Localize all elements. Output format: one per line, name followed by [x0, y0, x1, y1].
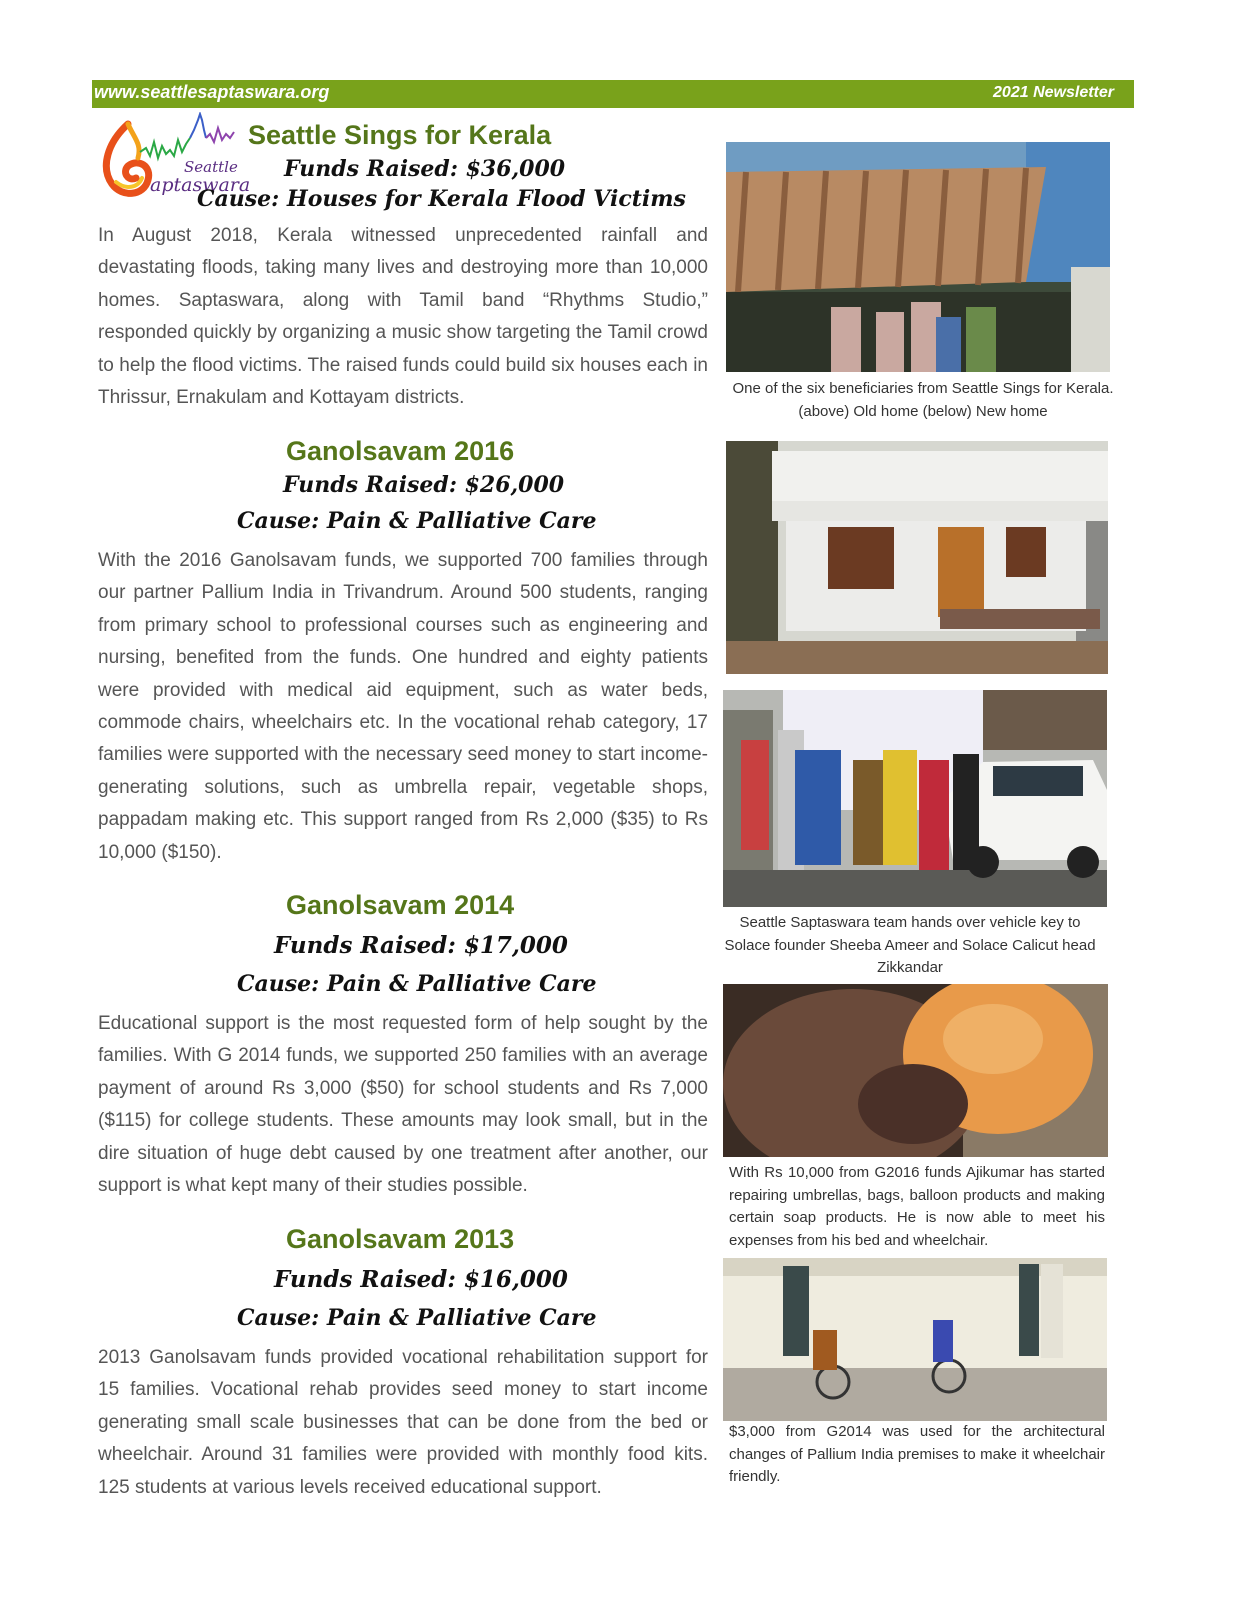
old-home-photo	[726, 142, 1110, 372]
g2013-title: Ganolsavam 2013	[286, 1224, 515, 1254]
g2016-body: With the 2016 Ganolsavam funds, we supported 700 families through our partner Pallium India in Trivandrum. Around 500 students, ranging from primary school to professional courses such as engineering and nursing, benefited from the funds. One hundred and eighty patients were provided with medical aid equipment, such as water beds, commode chairs, wheelchairs etc. In the vocational rehab category, 17 families were supported with the necessary seed money to start income-generating solutions, such as umbrella repair, vegetable shops, pappadam making etc. This support ranged from Rs 2,000 ($35) to Rs 10,000 ($150).	[98, 550, 708, 863]
kerala-title: Seattle Sings for Kerala	[248, 120, 552, 150]
header-bar	[92, 80, 1134, 108]
wheelchair-caption: $3,000 from G2014 was used for the architectural changes of Pallium India premises to make it wheelchair friendly.	[729, 1423, 1105, 1486]
website-url[interactable]: www.seattlesaptaswara.org	[94, 82, 330, 102]
logo-line-aptaswara: aptaswara	[150, 174, 251, 196]
vehicle-handover-photo	[723, 690, 1107, 907]
logo-line-seattle: Seattle	[184, 158, 238, 176]
kerala-body: In August 2018, Kerala witnessed unprecedented rainfall and devastating floods, taking many lives and destroying more than 10,000 homes. Saptaswara, along with Tamil band “Rhythms Studio,” responded quickly by organizing a music show targeting the Tamil crowd to help the flood victims. The raised funds could build six houses each in Thrissur, Ernakulam and Kottayam districts.	[98, 225, 708, 409]
g2014-funds: Funds Raised: $17,000	[274, 932, 568, 959]
balloon-caption: With Rs 10,000 from G2016 funds Ajikumar has started repairing umbrellas, bags, balloon products and making certain soap products. He is now able to meet his expenses from his bed and wheelchair.	[729, 1164, 1105, 1249]
g2016-title: Ganolsavam 2016	[286, 436, 515, 466]
g2014-body: Educational support is the most requested form of help sought by the families. With G 2014 funds, we supported 250 families with an average payment of around Rs 3,000 ($50) for school students and Rs 7,000 ($115) for college students. These amounts may look small, but in the dire situation of huge debt caused by one treatment after another, our support is what kept many of their studies possible.	[98, 1013, 708, 1197]
kerala-funds: Funds Raised: $36,000	[284, 156, 566, 182]
g2013-cause: Cause: Pain & Palliative Care	[237, 1305, 597, 1331]
newsletter-edition: 2021 Newsletter	[993, 84, 1114, 101]
g2013-body: 2013 Ganolsavam funds provided vocational rehabilitation support for 15 families. Vocational rehab provides seed money to start income generating small scale businesses that can be done from the bed or wheelchair. Around 31 families were provided with monthly food kits. 125 students at various levels received educational support.	[98, 1347, 708, 1498]
new-home-photo	[726, 441, 1108, 674]
kerala-cause: Cause: Houses for Kerala Flood Victims	[197, 186, 686, 212]
g2013-funds: Funds Raised: $16,000	[274, 1266, 568, 1293]
g2014-title: Ganolsavam 2014	[286, 890, 515, 920]
vehicle-caption: Seattle Saptaswara team hands over vehicle key to Solace founder Sheeba Ameer and Solace Calicut head Zikkandar	[724, 914, 1096, 977]
g2016-cause: Cause: Pain & Palliative Care	[237, 508, 597, 534]
balloon-photo	[723, 984, 1108, 1157]
g2014-cause: Cause: Pain & Palliative Care	[237, 971, 597, 997]
houses-caption: One of the six beneficiaries from Seattle Sings for Kerala. (above) Old home (below) New home	[732, 380, 1114, 420]
g2016-funds: Funds Raised: $26,000	[283, 472, 565, 498]
wheelchair-room-photo	[723, 1258, 1107, 1421]
